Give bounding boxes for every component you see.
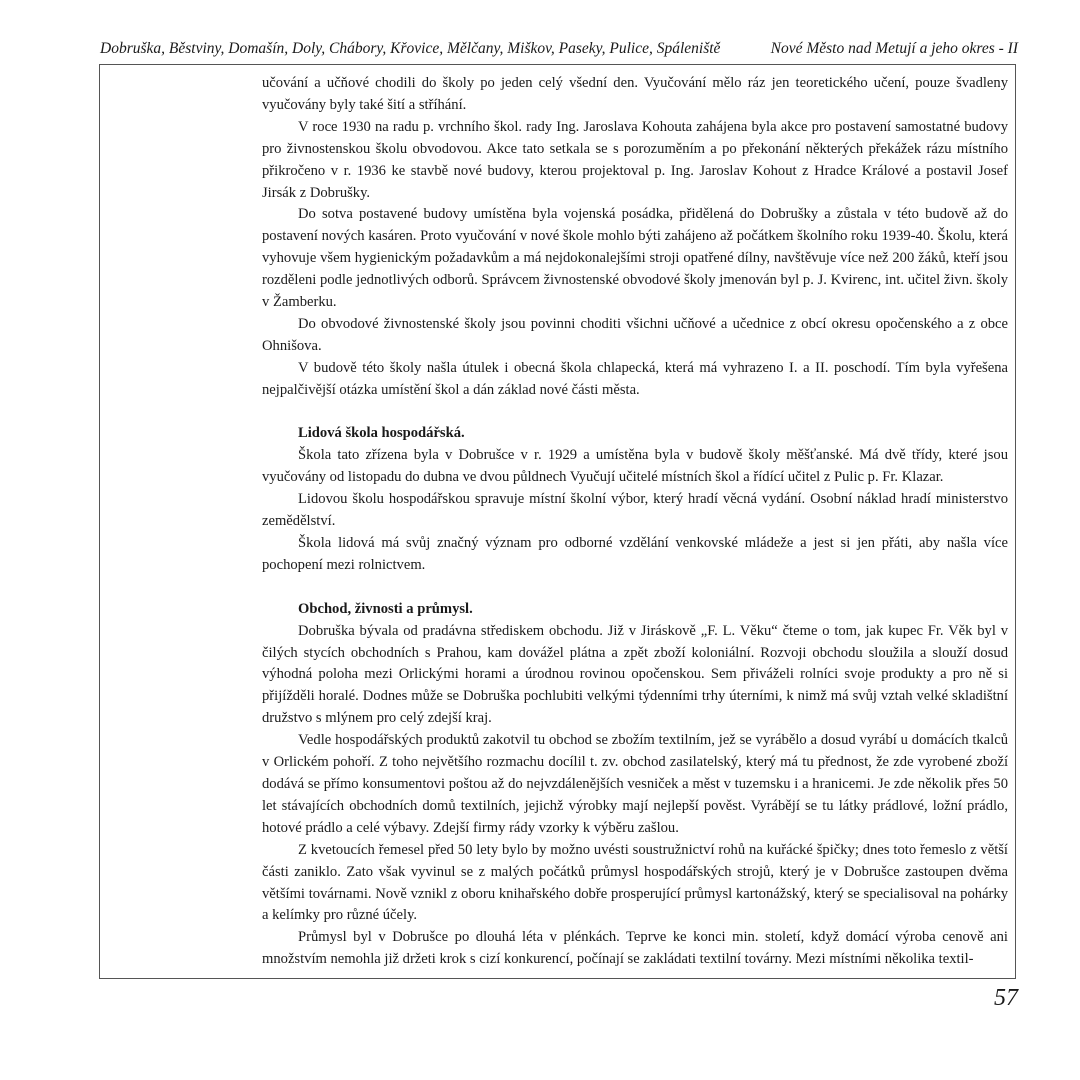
section-heading-obchod: Obchod, živnosti a průmysl. xyxy=(298,600,473,617)
paragraph-4: Do obvodové živnostenské školy jsou povinni choditi všichni učňové a učednice z obcí okresu opočenského a z obce Ohnišova. xyxy=(262,315,1008,354)
paragraph-1: učování a učňové chodili do školy po jeden celý všední den. Vyučování mělo ráz jen teoretického učení, pouze švadleny vyučovány byly také šití a stříhání. xyxy=(262,75,1008,113)
running-header xyxy=(100,38,1018,60)
paragraph-9: Dobruška bývala od pradávna střediskem obchodu. Již v Jiráskově „F. L. Věku“ čteme o tom, jak kupec Fr. Věk byl v čilých stycích obchodních s Prahou, kam dovážel plátna a zpět zboží koloniální. Rozvoji obchodu sloužila a slouží dosud výhodná poloha mezi Orlickými horami a úrodnou rovinou opočenskou. Sem přiváželi rolníci svoje produkty a pro ně si přijížděli horalé. Dodnes může se Dobruška pochlubiti velkými týdenními trhy úterními, k nimž má svůj vztah velké skladištní družstvo s mlýnem pro celý zdejší kraj. xyxy=(262,622,1008,727)
paragraph-11: Z kvetoucích řemesel před 50 lety bylo by možno uvésti soustružnictví rohů na kuřácké špičky; dnes toto řemeslo z větší části zaniklo. Zato však vyvinul se z malých počátků průmysl hospodářských strojů, který je v Dobrušce zastoupen dvěma většími továrnami. Nově vznikl z oboru knihařského dobře prosperující průmysl kartonážský, který se specialisoval na pohárky a kelímky pro různé účely. xyxy=(262,841,1008,924)
header-left-title: Dobruška, Běstviny, Domašín, Doly, Chábory, Křovice, Mělčany, Miškov, Paseky, Pulice, Spáleniště xyxy=(100,40,721,57)
paragraph-7: Lidovou školu hospodářskou spravuje místní školní výbor, který hradí věcná vydání. Osobní náklad hradí ministerstvo zemědělství. xyxy=(262,491,1008,530)
paragraph-12: Průmysl byl v Dobrušce po dlouhá léta v plénkách. Teprve ke konci min. století, když domácí výroba cenově ani množstvím nemohla již držeti krok s cizí konkurencí, počínají se zakládati textilní továrny. Mezi místními několika textil- xyxy=(262,929,1008,968)
paragraph-8: Škola lidová má svůj značný význam pro odborné vzdělání venkovské mládeže a jest si jen přáti, aby našla více pochopení mezi rolnictvem. xyxy=(262,535,1008,573)
paragraph-6: Škola tato zřízena byla v Dobrušce v r. 1929 a umístěna byla v budově školy měšťanské. Má dvě třídy, které jsou vyučovány od listopadu do dubna ve dvou půldnech Vyučují učitelé místních škol a řídící učitel z Pulic p. Fr. Klazar. xyxy=(262,447,1008,486)
body-text xyxy=(262,73,1008,971)
paragraph-5: V budově této školy našla útulek i obecná škola chlapecká, která má vyhrazeno I. a II. poschodí. Tím byla vyřešena nejpalčivější otázka umístění škol a dán základ nové části města. xyxy=(262,359,1008,398)
section-gap xyxy=(262,402,1008,424)
section-gap xyxy=(262,577,1008,599)
paragraph-2: V roce 1930 na radu p. vrchního škol. rady Ing. Jaroslava Kohouta zahájena byla akce pro postavení samostatné budovy pro živnostenskou školu obvodovou. Akce tato setkala se s porozuměním a po překonání některých překážek rázu místního přikročeno v r. 1936 ke stavbě nové budovy, kterou projektoval p. Ing. Jaroslav Kohout z Hradce Králové a postavil Josef Jirsák z Dobrušky. xyxy=(262,118,1008,201)
paragraph-10: Vedle hospodářských produktů zakotvil tu obchod se zbožím textilním, jež se vyrábělo a dosud vyrábí u domácích tkalců v Orlickém pohoří. Z toho největšího rozmachu docílil t. zv. obchod zasilatelský, který má tu přednost, že zde vyrobené zboží dodává se přímo konsumentovi poštou až do nejvzdálenějších vesniček a měst v tuzemsku i a hranicemi. Je zde několik přes 50 let stávajících obchodních domů textilních, jejichž výrobky mají nejlepší pověst. Vyrábějí se tu látky prádlové, ložní prádlo, hotové prádlo a celé výbavy. Zdejší firmy rády vzorky k výběru zašlou. xyxy=(262,732,1008,836)
paragraph-3: Do sotva postavené budovy umístěna byla vojenská posádka, přidělená do Dobrušky a zůstala v této budově až do postavení nových kasáren. Proto vyučování v nové škole mohlo býti zahájeno až počátkem školního roku 1939-40. Školu, která vyhovuje všem hygienickým požadavkům a má nejdokonalejšími stroji opatřené dílny, navštěvuje více než 200 žáků, kteří jsou rozděleni podle jednotlivých odborů. Správcem živnostenské obvodové školy jmenován byl p. J. Kvirenc, int. učitel živn. školy v Žamberku. xyxy=(262,206,1008,311)
page-number: 57 xyxy=(994,985,1018,1011)
section-heading-lidova-skola: Lidová škola hospodářská. xyxy=(298,425,465,442)
header-right-title: Nové Město nad Metují a jeho okres - II xyxy=(770,40,1018,57)
